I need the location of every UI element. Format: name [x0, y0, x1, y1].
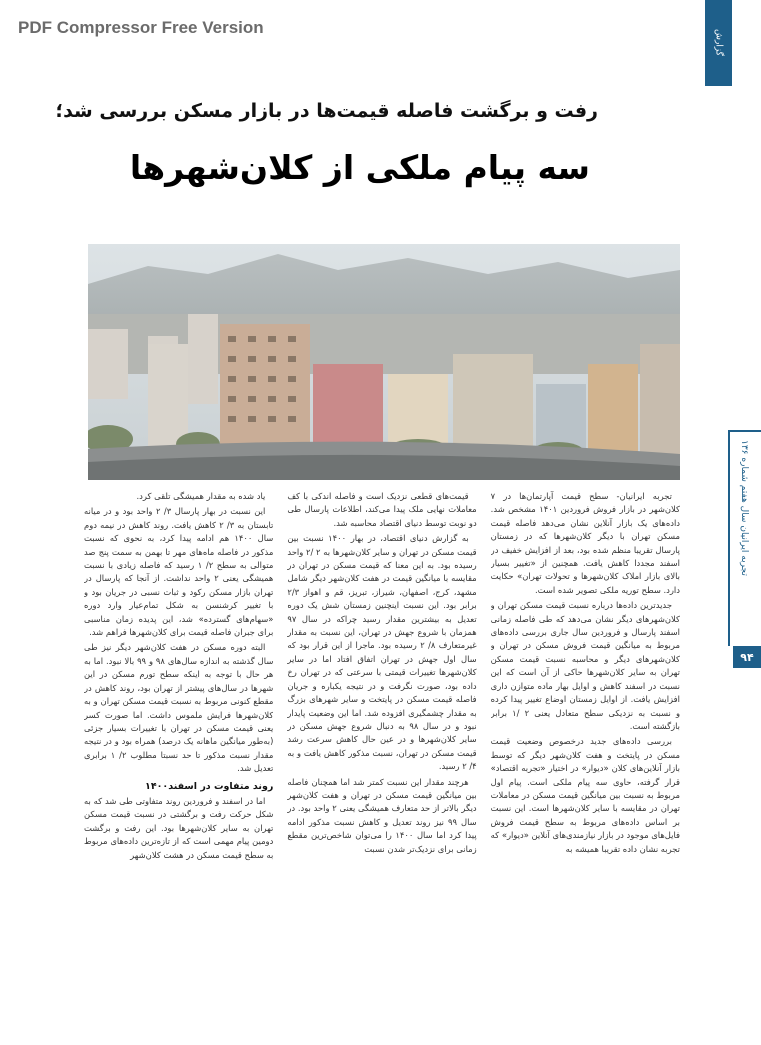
section-tab	[705, 0, 732, 86]
column-right	[491, 490, 680, 1035]
article-headline: سه پیام ملکی از کلان‌شهرها	[129, 148, 590, 187]
paragraph: قیمت‌های قطعی نزدیک است و فاصله اندکی با کف معاملات نهایی ملک پیدا می‌کند، اطلاعات پارسال طی دو نوبت توسط دنیای اقتصاد محاسبه شد.	[287, 491, 477, 528]
paragraph: هرچند مقدار این نسبت کمتر شد اما همچنان فاصله بین میانگین قیمت مسکن در تهران و هفت کلان‌شهر دیگر بالاتر از حد متعارف همیشگی یعنی ۲ واحد بود. در سال ۹۹ نیز روند تعدیل و کاهش نسبت مذکور ادامه پیدا کرد اما سال ۱۴۰۰ را می‌توان شاخص‌ترین مقطع زمانی برای نزدیک‌تر شدن نسبت	[287, 776, 477, 854]
city-skyline-photo	[88, 244, 680, 480]
paragraph: جدیدترین داده‌ها درباره نسبت قیمت مسکن تهران و کلان‌شهرهای دیگر نشان می‌دهد که طی فاصله زمانی اسفند پارسال و فروردین سال جاری بررسی داده‌های مربوط به میانگین قیمت فروش مسکن در تهران و کلان‌شهرهای دیگر و محاسبه نسبت قیمت مسکن تهران به سایر کلان‌شهرها حاکی از آن است که این نسبت در اسفند کاهش و اوایل بهار ماده متوازن داری افزایش یافت. از اوایل زمستان اوضاع تغییر پیدا کرده و نسبت به نزدیکی سطح متعادل یعنی ۲ /۱ برابر بازگشته است.	[490, 600, 680, 731]
paragraph: این نسبت در بهار پارسال ۳/ ۲ واحد بود و در میانه تابستان به ۳/ ۲ کاهش یافت. روند کاهش در نیمه دوم سال ۱۴۰۰ هم ادامه پیدا کرد، به نحوی که نسبت مذکور در فاصله ماه‌های مهر تا بهمن به سمت پنج صد متوالی به سطح ۲/ ۱ رسید که فاصله زیادی با نسبت همیشگی یعنی ۲ واحد نداشت. از آنجا که پارسال در تهران بازار مسکن رکود و ثبات نسبی در جریان بود و با تغییر کرشنسن به شکل تمام‌عیار وارد دوره «سهام‌های گسترده» شد، این پدیده زمان مناسبی برای جبران فاصله قیمت برای کلان‌شهرها فراهم شد.	[84, 506, 274, 638]
article-supertitle: رفت و برگشت فاصله قیمت‌ها در بازار مسکن بررسی شد؛	[55, 100, 598, 122]
pdf-watermark: PDF Compressor Free Version	[18, 18, 264, 37]
paragraph: یاد شده به مقدار همیشگی تلقی کرد.	[136, 491, 266, 501]
article-body	[84, 490, 680, 1035]
paragraph: تجربه ایرانیان- سطح قیمت آپارتمان‌ها در ۷ کلان‌شهر در بازار فروش فروردین ۱۴۰۱ مشخص شد. داده‌های یک بازار آنلاین نشان می‌دهد فاصله قیمت مسکن تهران با دیگر کلان‌شهرها که در زمستان پارسال تقریبا منظم شده بود، بعد از افزایش خفیف در اسفند مجددا کاهش یافت. همچنین از «تغییر بسیار بالای بازار املاک کلان‌شهرها و تحولات تهران» حکایت دارد. سطح توریه ملکی تصویر شده است.	[490, 491, 680, 595]
column-middle	[287, 490, 476, 1035]
section-tab-label: گزارش	[713, 29, 724, 57]
page-number: ۹۴	[733, 646, 761, 668]
paragraph: اما در اسفند و فروردین روند متفاوتی طی شد که به شکل حرکت رفت و برگشتی در نسبت قیمت مسکن تهران به سایر کلان‌شهرها بود. این رفت و برگشت دومین پیام مهمی است که از تازه‌ترین داده‌های مربوط به سطح قیمت مسکن در هشت کلان‌شهر	[84, 795, 274, 860]
side-label: تجربه ایرانیان سال هفتم شماره ۱۳۶	[739, 440, 749, 576]
paragraph: بررسی داده‌های جدید درخصوص وضعیت قیمت مسکن در پایتخت و هفت کلان‌شهر دیگر که توسط بازار آنلاین‌های کلان «دیوار» در اختیار «تجربه اقتصاد» قرار گرفته، حاوی سه پیام ملکی است. پیام اول مربوط به نسبت بین میانگین قیمت مسکن در معاملات تهران در مقایسه با سایر کلان‌شهرها است. این نسبت بر اساس داده‌های مربوط به سطح قیمت فروش فایل‌های موجود در بازار نیازمندی‌های آنلاین «دیوار» که تجربه نشان داده تقریبا همیشه به	[490, 736, 680, 854]
column-left	[84, 490, 273, 1035]
paragraph: البته دوره مسکن در هفت کلان‌شهر دیگر نیز طی سال گذشته به اندازه سال‌های ۹۸ و ۹۹ بالا نبود. اما به هر حال با توجه به اینکه سطح تورم مسکن در این شهرها در سال‌های پیشتر از تهران بود، روند کاهش در مقطع کنونی مربوط به نسبت قیمت مسکن تهران و به کلان‌شهرها فرایش ملموس داشت. اما صورت کسر یعنی قیمت مسکن در تهران با تغییرات بسیار جزئی (به‌طور میانگین ماهانه یک درصد) همراه بود و در نتیجه مقدار نسبت مذکور تا حد نسبتا مطلوب ۲/ ۱ برابری تعدیل شد.	[84, 642, 274, 774]
subheading: روند متفاوت در اسفند۱۴۰۰	[145, 780, 274, 792]
paragraph: به گزارش دنیای اقتصاد، در بهار ۱۴۰۰ نسبت بین قیمت مسکن در تهران و سایر کلان‌شهرها به ۲ /۲ واحد رسیده بود. به این معنا که قیمت مسکن در تهران در مقایسه با میانگین قیمت در هفت کلان‌شهر دیگر شامل مشهد، کرج، اصفهان، شیراز، تبریز، قم و اهواز ۲/۳ برابر بود. این نسبت اینچنین زمستان شش یک دوره تعدیل به بیشترین مقدار رسید چراکه در سال ۹۷ همزمان با شروع جهش در تهران، این نسبت به مقدار غیرمتعارف ۸/ ۲ رسیده بود. ماجرا از این قرار بود که سال اول جهش در تهران اتفاق افتاد اما در سایر کلان‌شهرها تغییرات قیمتی با سرعتی که در تهران رخ داده بود، صورت نگرفت و در نتیجه یکباره و جریان فاصله قیمت مسکن در پایتخت و سایر شهرهای بزرگ به مقدار چشمگیری افزوده شد. اما این وضعیت پایدار نبود و در سال ۹۸ به دنبال شروع جهش مسکن در سایر کلان‌شهرها و در عین حال کاهش سرعت رشد قیمت مسکن در تهران، نسبت مذکور کاهش یافت و به ۴/ ۲ رسید.	[287, 533, 477, 772]
